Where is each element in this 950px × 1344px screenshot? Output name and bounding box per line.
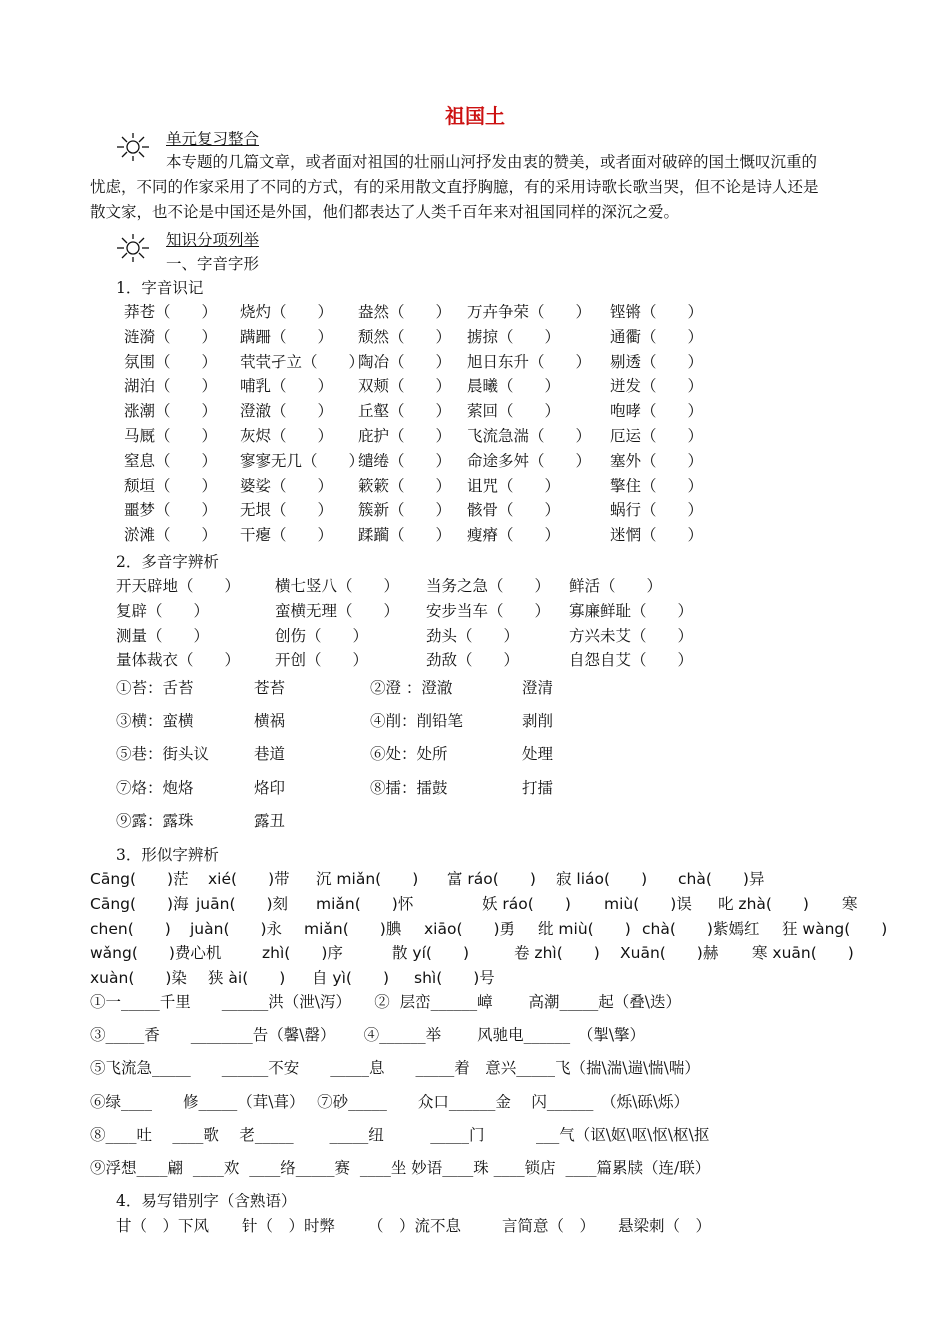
- similar-char-fill-row: ①一_____千里 ______洪（泄\泻） ② 层峦______嶂 高潮_____起（叠\迭）: [90, 993, 681, 1011]
- pronunciation-item: 涟漪（ ）: [124, 327, 218, 346]
- pronunciation-item: 簌簌（ ）: [358, 476, 452, 495]
- pronunciation-item: 飞流急湍（ ）: [467, 427, 592, 445]
- pronunciation-item: 丘壑（ ）: [358, 402, 452, 421]
- similar-char-pinyin-item: xuàn( )染: [90, 969, 187, 988]
- polyphone-item: 当务之急（ ）: [426, 577, 551, 595]
- similar-char-pinyin-item: Xuān( )赫: [620, 944, 719, 963]
- polyphone-item: 开创（ ）: [275, 651, 369, 670]
- similar-char-pinyin-item: Cāng( )海: [90, 894, 189, 913]
- intro-line-3: 散文家，也不论是中国还是外国，他们都表达了人类千百年来对祖国同样的深沉之爱。: [90, 203, 680, 221]
- similar-char-pinyin-item: 狂 wàng( ): [782, 919, 888, 938]
- similar-char-fill-row: ⑥绿____ 修_____（茸\葺） ⑦砂_____ 众口______金 闪______ （烁\砾\烁）: [90, 1092, 690, 1111]
- typo-item: （ ）流不息: [368, 1217, 462, 1235]
- polyphone-item: 方兴未艾（ ）: [569, 626, 694, 645]
- typo-item: 甘（ ）下风: [116, 1217, 210, 1235]
- pronunciation-item: 瘦瘠（ ）: [467, 526, 561, 545]
- similar-char-pinyin-item: wǎng( )费心机: [90, 944, 222, 963]
- sun-icon: [113, 233, 153, 263]
- polyphone-pair: 苍苔: [254, 679, 286, 697]
- pronunciation-item: 蹂躏（ ）: [358, 526, 452, 545]
- similar-char-pinyin-item: 寒: [842, 894, 858, 913]
- pronunciation-item: 掳掠（ ）: [467, 327, 561, 346]
- polyphone-item: 创伤（ ）: [275, 626, 369, 645]
- pronunciation-item: 厄运（ ）: [610, 427, 704, 445]
- polyphone-pair: 处理: [522, 745, 554, 764]
- similar-char-fill-row: ⑧____吐 ____歌 老_____ _____纽 _____门 ___气（讴\妪\呕\怄\枢\抠: [90, 1125, 710, 1144]
- polyphone-pair: ①苔：舌苔: [116, 679, 194, 697]
- similar-char-pinyin-item: 散 yí( ): [392, 944, 470, 963]
- pronunciation-item: 通衢（ ）: [610, 327, 704, 346]
- polyphone-pair: 露丑: [254, 811, 286, 830]
- pronunciation-item: 迸发（ ）: [610, 377, 704, 396]
- similar-char-fill-row: ③_____香 ________告（馨\罄） ④______举 风驰电______ （掣\擎）: [90, 1026, 646, 1045]
- similar-char-pinyin-item: zhì( )序: [262, 944, 343, 963]
- pronunciation-item: 涨潮（ ）: [124, 402, 218, 421]
- pronunciation-item: 干瘪（ ）: [240, 526, 334, 545]
- pronunciation-item: 缱绻（ ）: [358, 451, 452, 470]
- polyphone-pair: 横祸: [254, 712, 286, 731]
- similar-char-pinyin-item: 富 ráo( ): [447, 870, 536, 888]
- pronunciation-item: 哺乳（ ）: [240, 377, 334, 396]
- pronunciation-item: 马厩（ ）: [124, 427, 218, 445]
- pronunciation-item: 蹒跚（ ）: [240, 327, 334, 346]
- pronunciation-item: 万卉争荣（ ）: [467, 303, 592, 321]
- similar-char-pinyin-item: miǎn( )怀: [316, 894, 414, 913]
- polyphone-item: 开天辟地（ ）: [116, 577, 241, 595]
- similar-char-pinyin-item: 卷 zhì( ): [514, 944, 600, 963]
- polyphone-item: 自怨自艾（ ）: [569, 651, 694, 670]
- pronunciation-item: 命途多舛（ ）: [467, 451, 592, 470]
- similar-char-pinyin-item: shì( )号: [414, 969, 495, 988]
- pronunciation-item: 烧灼（ ）: [240, 303, 334, 321]
- pronunciation-item: 迷惘（ ）: [610, 526, 704, 545]
- similar-char-pinyin-item: 沉 miǎn( ): [316, 870, 419, 888]
- part4-label: 4．易写错别字（含熟语）: [116, 1192, 297, 1210]
- polyphone-pair: 剥削: [522, 712, 554, 731]
- part3-label: 3．形似字辨析: [116, 846, 219, 864]
- sun-icon: [113, 132, 153, 162]
- polyphone-pair: ④削：削铅笔: [370, 712, 464, 731]
- pronunciation-item: 无垠（ ）: [240, 501, 334, 520]
- pronunciation-item: 双颊（ ）: [358, 377, 452, 396]
- similar-char-fill-row: ⑨浮想____翩 ____欢 ____络_____赛 ____坐 妙语____珠 ____锁店 ____篇累牍（连/联）: [90, 1159, 711, 1177]
- pronunciation-item: 萦回（ ）: [467, 402, 561, 421]
- polyphone-pair: ⑨露：露珠: [116, 811, 194, 830]
- pronunciation-item: 颓然（ ）: [358, 327, 452, 346]
- polyphone-pair: ⑧擂：擂鼓: [370, 778, 448, 797]
- section-heading-knowledge: 知识分项列举: [166, 231, 260, 249]
- similar-char-pinyin-item: Cāng( )茫: [90, 870, 189, 888]
- polyphone-item: 鲜活（ ）: [569, 577, 663, 595]
- polyphone-item: 蛮横无理（ ）: [275, 601, 400, 620]
- part1-label: 1．字音识记: [116, 279, 204, 297]
- similar-char-fill-row: ⑤飞流急_____ ______不安 _____息 _____着 意兴_____飞（揣\湍\遄\惴\喘）: [90, 1059, 700, 1078]
- polyphone-item: 量体裁衣（ ）: [116, 651, 241, 670]
- similar-char-pinyin-item: 寒 xuān( ): [752, 944, 854, 963]
- page-title: 祖国土: [445, 104, 505, 128]
- similar-char-pinyin-item: chà( )紫嫣红: [642, 919, 760, 938]
- pronunciation-item: 蜗行（ ）: [610, 501, 704, 520]
- similar-char-pinyin-item: xié( )带: [208, 870, 290, 888]
- pronunciation-item: 剔透（ ）: [610, 352, 704, 371]
- pronunciation-item: 淤滩（ ）: [124, 526, 218, 545]
- similar-char-pinyin-item: 自 yì( ): [312, 969, 390, 988]
- similar-char-pinyin-item: 狭 ài( ): [208, 969, 286, 988]
- similar-char-pinyin-item: 妖 ráo( ): [482, 894, 571, 913]
- pronunciation-item: 窒息（ ）: [124, 451, 218, 470]
- pronunciation-item: 澄澈（ ）: [240, 402, 334, 421]
- similar-char-pinyin-item: juàn( )永: [190, 919, 283, 938]
- polyphone-item: 测量（ ）: [116, 626, 210, 645]
- pronunciation-item: 盎然（ ）: [358, 303, 452, 321]
- section-heading-review: 单元复习整合: [166, 130, 260, 148]
- polyphone-item: 劲敌（ ）: [426, 651, 520, 670]
- similar-char-pinyin-item: juān( )刻: [196, 894, 289, 913]
- intro-line-1: 本专题的几篇文章，或者面对祖国的壮丽山河抒发由衷的赞美，或者面对破碎的国土慨叹沉重的: [166, 153, 818, 171]
- similar-char-pinyin-item: xiāo( )勇: [424, 919, 516, 938]
- pronunciation-item: 灰烬（ ）: [240, 427, 334, 445]
- polyphone-pair: ⑦烙：炮烙: [116, 778, 194, 797]
- pronunciation-item: 寥寥无几（ ）: [240, 451, 365, 470]
- pronunciation-item: 铿锵（ ）: [610, 303, 704, 321]
- pronunciation-item: 塞外（ ）: [610, 451, 704, 470]
- similar-char-pinyin-item: 纰 miù( ): [538, 919, 631, 938]
- polyphone-item: 复辟（ ）: [116, 601, 210, 620]
- pronunciation-item: 擎住（ ）: [610, 476, 704, 495]
- typo-item: 针（ ）时弊: [242, 1217, 336, 1235]
- pronunciation-item: 氛围（ ）: [124, 352, 218, 371]
- pronunciation-item: 颓垣（ ）: [124, 476, 218, 495]
- polyphone-pair: 巷道: [254, 745, 286, 764]
- pronunciation-item: 庇护（ ）: [358, 427, 452, 445]
- polyphone-item: 劲头（ ）: [426, 626, 520, 645]
- part2-label: 2．多音字辨析: [116, 553, 219, 571]
- pronunciation-item: 婆娑（ ）: [240, 476, 334, 495]
- pronunciation-item: 噩梦（ ）: [124, 501, 218, 520]
- pronunciation-item: 骸骨（ ）: [467, 501, 561, 520]
- pronunciation-item: 旭日东升（ ）: [467, 352, 592, 371]
- pronunciation-item: 茕茕孑立（ ）: [240, 352, 365, 371]
- polyphone-pair: ②澄 ：澄澈: [370, 679, 453, 697]
- pronunciation-item: 咆哮（ ）: [610, 402, 704, 421]
- polyphone-pair: 打擂: [522, 778, 554, 797]
- polyphone-pair: 澄清: [522, 679, 554, 697]
- polyphone-pair: ⑥处：处所: [370, 745, 448, 764]
- similar-char-pinyin-item: miǎn( )腆: [304, 919, 402, 938]
- pronunciation-item: 簇新（ ）: [358, 501, 452, 520]
- polyphone-item: 横七竖八（ ）: [275, 577, 400, 595]
- pronunciation-item: 莽苍（ ）: [124, 303, 218, 321]
- pronunciation-item: 陶冶（ ）: [358, 352, 452, 371]
- similar-char-pinyin-item: 寂 liáo( ): [556, 870, 648, 888]
- similar-char-pinyin-item: 叱 zhà( ): [718, 894, 809, 913]
- typo-item: 悬梁刺（ ）: [618, 1217, 712, 1235]
- typo-item: 言简意（ ）: [502, 1217, 596, 1235]
- pronunciation-item: 晨曦（ ）: [467, 377, 561, 396]
- similar-char-pinyin-item: chen( ): [90, 919, 171, 938]
- similar-char-pinyin-item: miù( )误: [604, 894, 692, 913]
- pronunciation-item: 湖泊（ ）: [124, 377, 218, 396]
- polyphone-pair: ③横：蛮横: [116, 712, 194, 731]
- polyphone-pair: ⑤巷：街头议: [116, 745, 210, 764]
- polyphone-item: 安步当车（ ）: [426, 601, 551, 620]
- polyphone-pair: 烙印: [254, 778, 286, 797]
- pronunciation-item: 诅咒（ ）: [467, 476, 561, 495]
- polyphone-item: 寡廉鲜耻（ ）: [569, 601, 694, 620]
- intro-line-2: 忧虑，不同的作家采用了不同的方式，有的采用散文直抒胸臆，有的采用诗歌长歌当哭，但不论是诗人还是: [90, 178, 819, 196]
- subheading-pronunciation: 一、字音字形: [166, 255, 260, 273]
- similar-char-pinyin-item: chà( )异: [678, 870, 765, 888]
